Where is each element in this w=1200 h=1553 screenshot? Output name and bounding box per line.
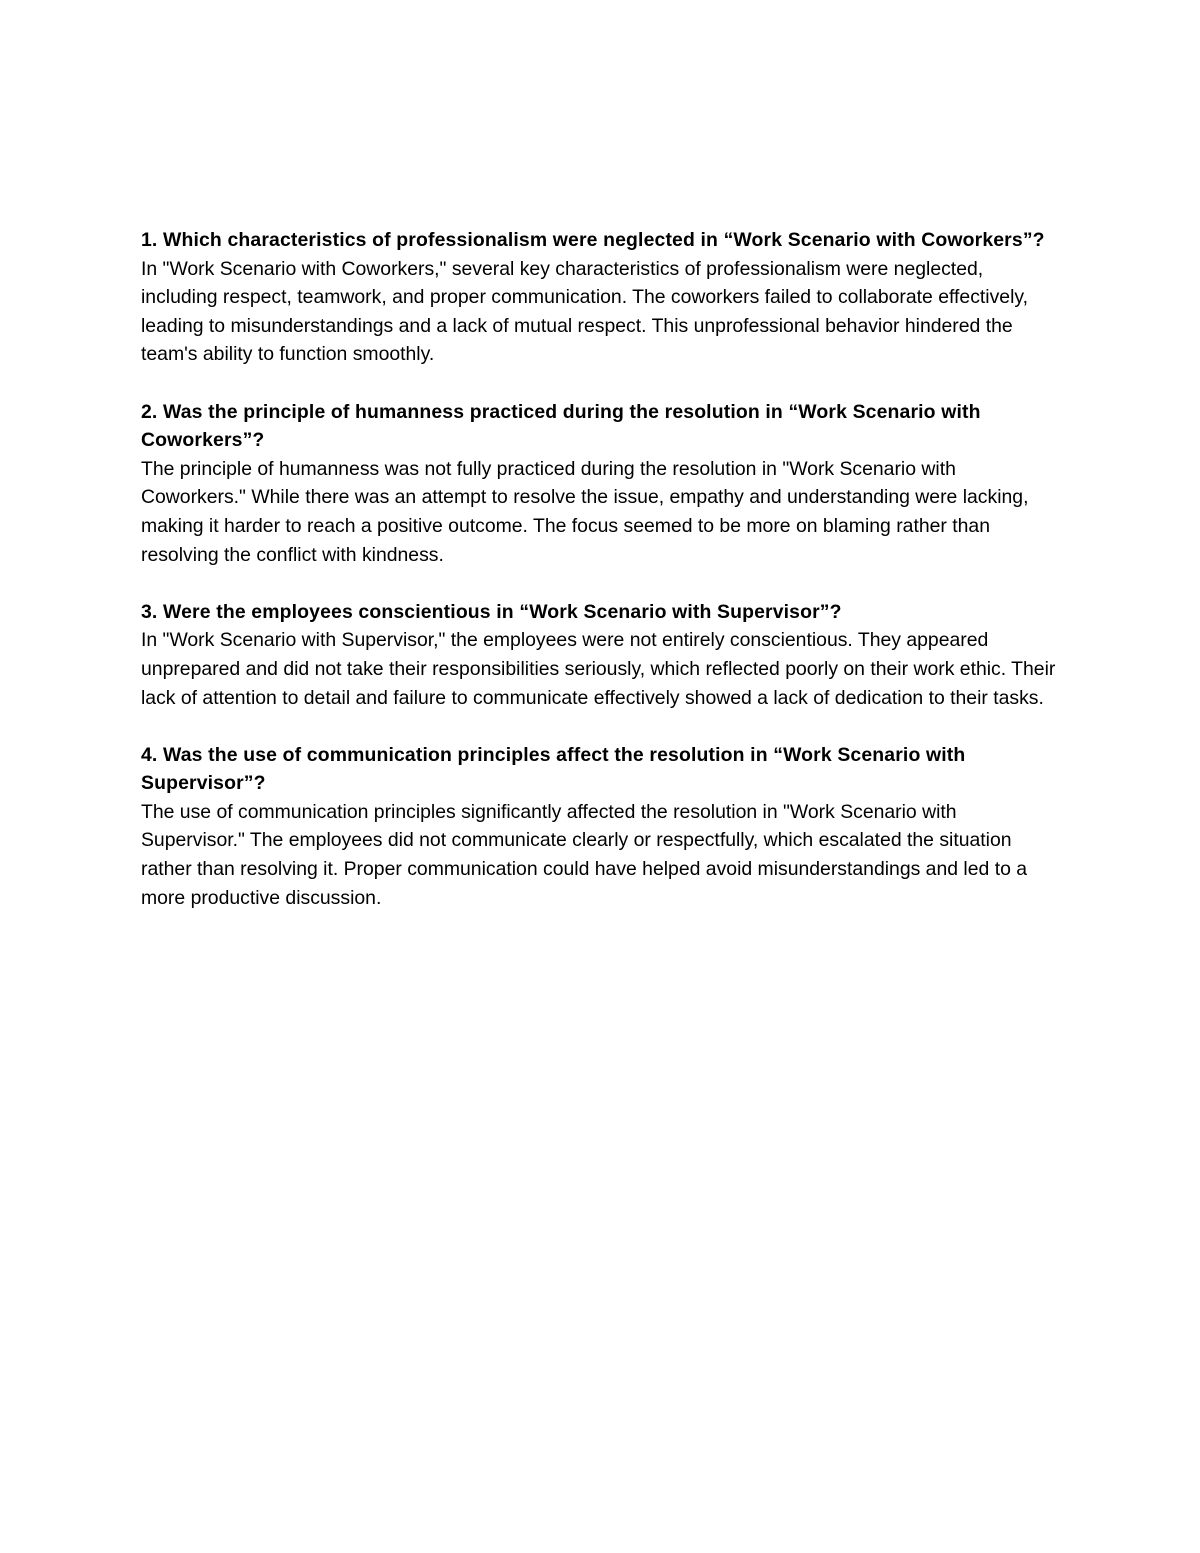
answer-3: In "Work Scenario with Supervisor," the employees were not entirely conscientious. They appeared unprepared and did not take their responsibilities seriously, which reflected poorly on their work ethic. Their lack of attention to detail and failure to communicate effectively showed a lack of dedication to their tasks. bbox=[141, 629, 1056, 709]
question-1: 1. Which characteristics of professionalism were neglected in “Work Scenario with Coworkers”? bbox=[141, 229, 1045, 251]
answer-2: The principle of humanness was not fully practiced during the resolution in "Work Scenario with Coworkers." While there was an attempt to resolve the issue, empathy and understanding were lacking, making it harder to reach a positive outcome. The focus seemed to be more on blaming rather than resolving the conflict with kindness. bbox=[141, 457, 1029, 566]
question-3: 3. Were the employees conscientious in “Work Scenario with Supervisor”? bbox=[141, 600, 842, 623]
qa-item-1 bbox=[141, 226, 1061, 369]
question-2: 2. Was the principle of humanness practiced during the resolution in “Work Scenario with Coworkers”? bbox=[141, 400, 981, 452]
answer-1: In "Work Scenario with Coworkers," several key characteristics of professionalism were neglected, including respect, teamwork, and proper communication. The coworkers failed to collaborate effectively, leading to misunderstandings and a lack of mutual respect. This unprofessional behavior hindered the team's ability to function smoothly. bbox=[141, 257, 1029, 366]
qa-item-2 bbox=[141, 398, 1061, 570]
qa-item-3 bbox=[141, 598, 1061, 712]
question-4: 4. Was the use of communication principles affect the resolution in “Work Scenario with Supervisor”? bbox=[141, 743, 966, 795]
qa-item-4 bbox=[141, 741, 1061, 913]
answer-4: The use of communication principles significantly affected the resolution in "Work Scenario with Supervisor." The employees did not communicate clearly or respectfully, which escalated the situation rather than resolving it. Proper communication could have helped avoid misunderstandings and led to a more productive discussion. bbox=[141, 800, 1028, 909]
document-body bbox=[141, 226, 1061, 941]
